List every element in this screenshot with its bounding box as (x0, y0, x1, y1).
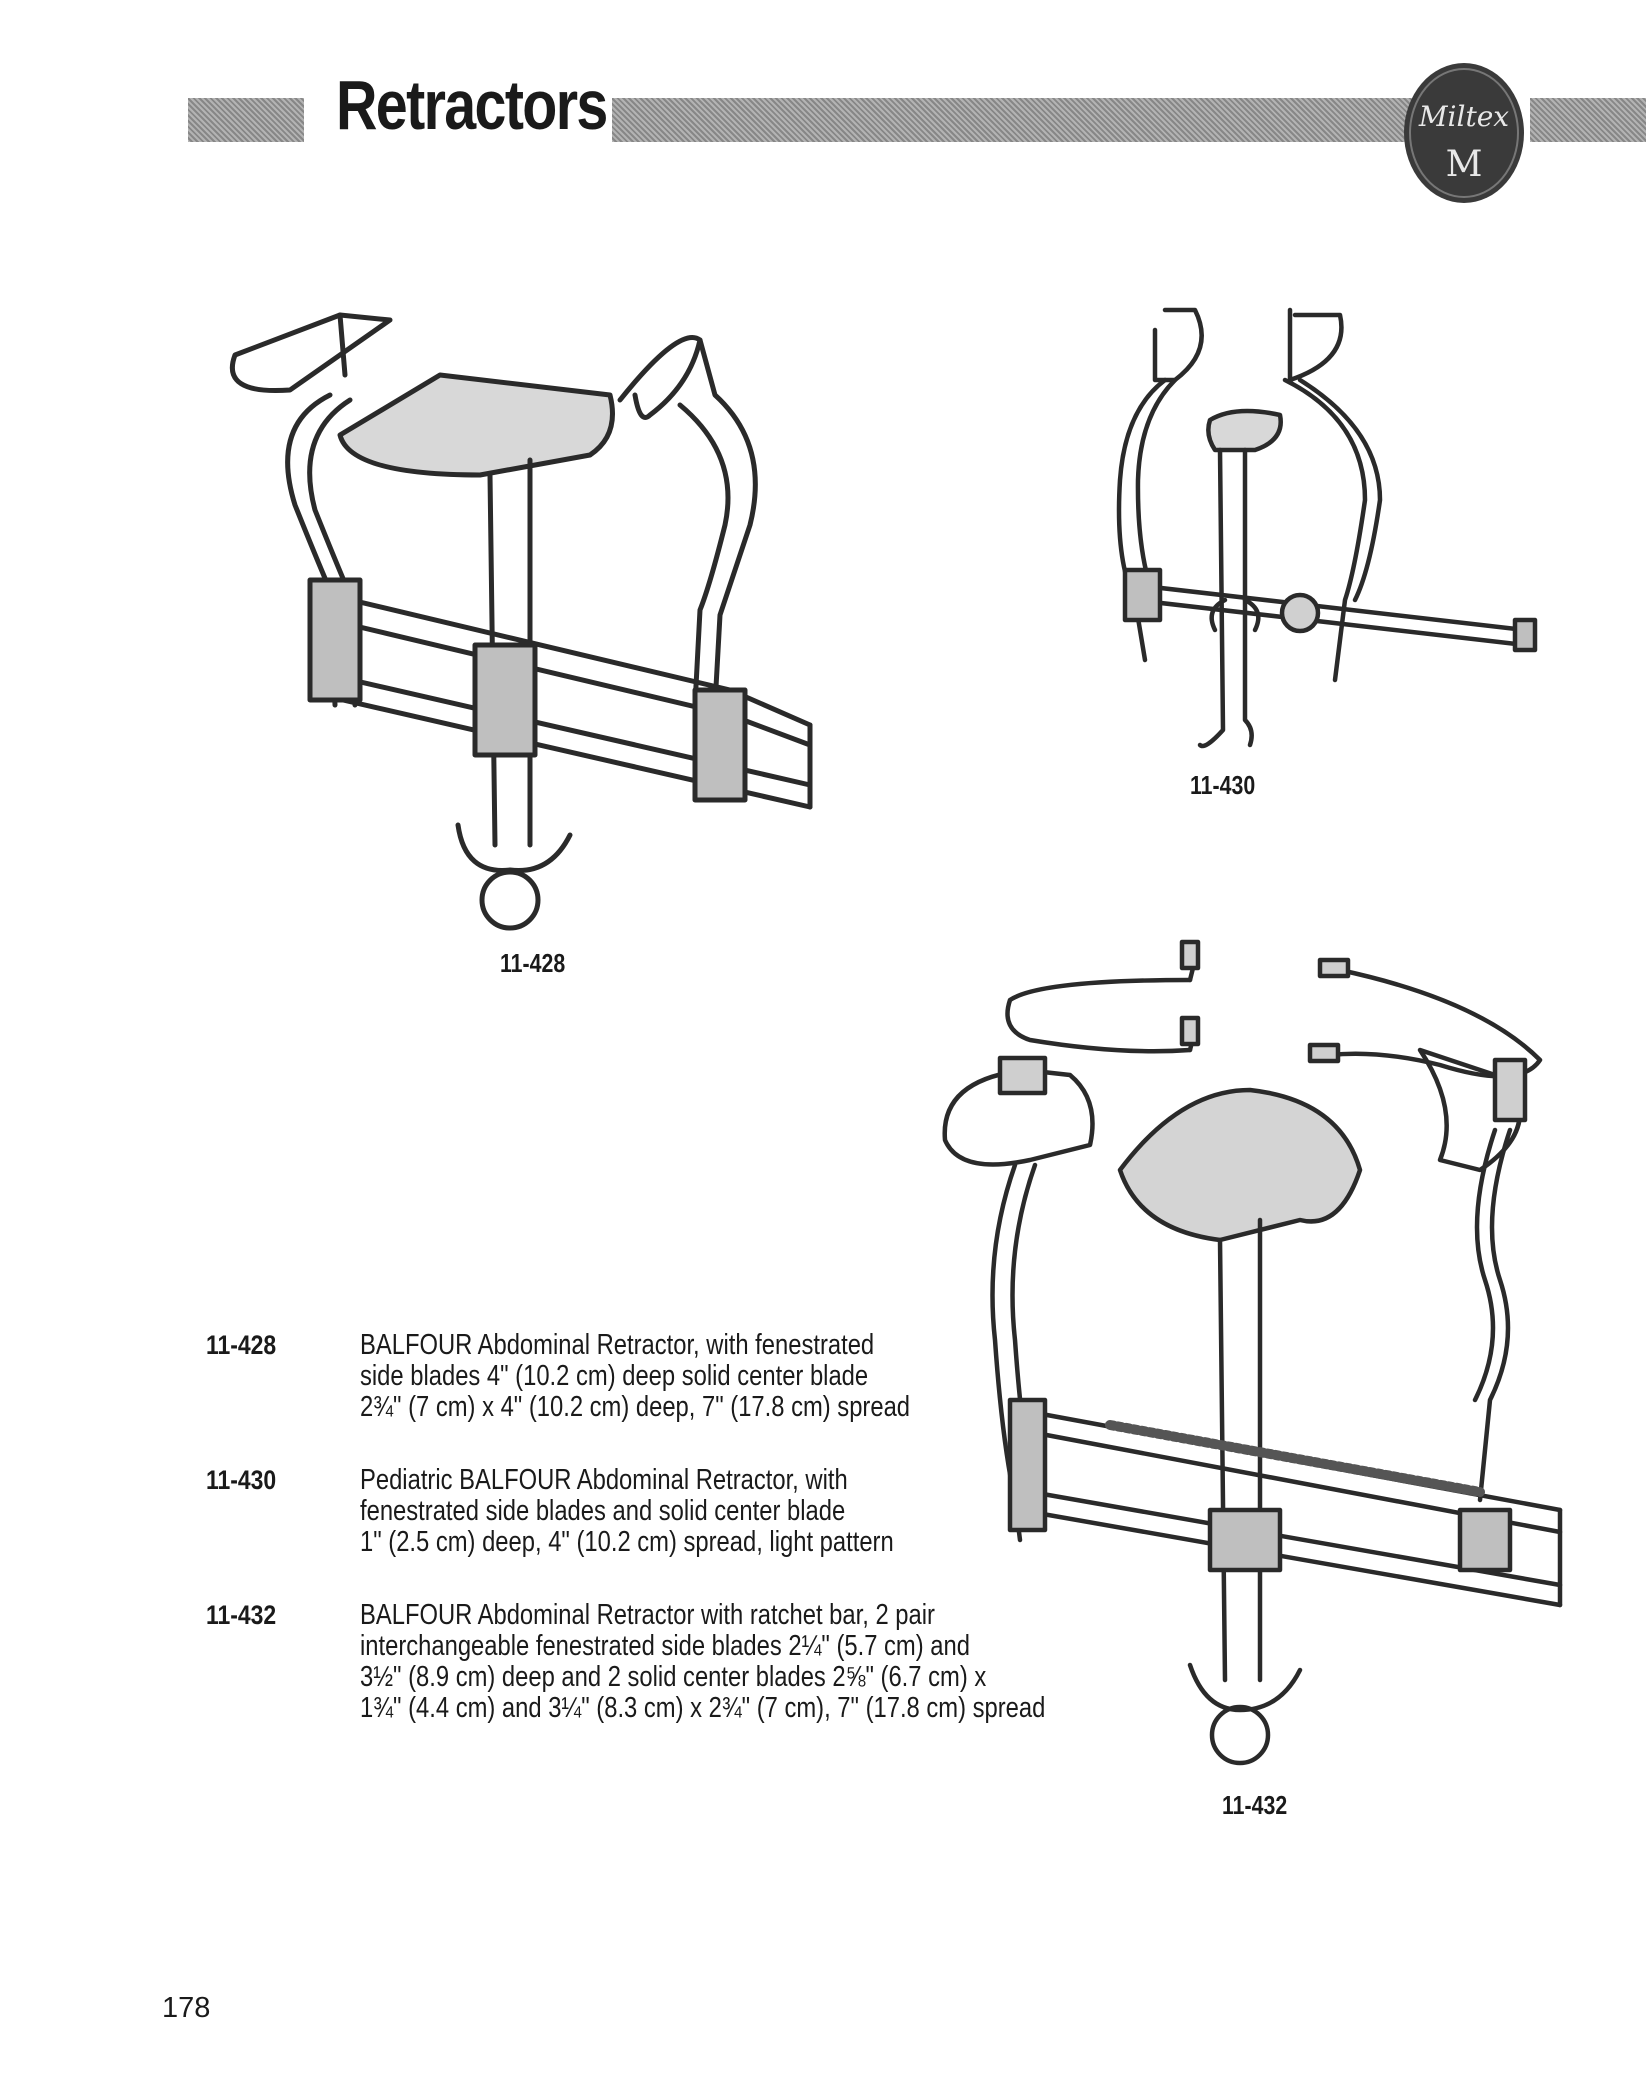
product-description (360, 1330, 1180, 1423)
product-code: 11-428 (206, 1330, 277, 1360)
logo-script-text: Miltex (1418, 100, 1510, 133)
description-line: side blades 4" (10.2 cm) deep solid center blade (360, 1360, 869, 1392)
page-number: 178 (162, 1992, 211, 2024)
description-line: 1" (2.5 cm) deep, 4" (10.2 cm) spread, light pattern (360, 1526, 894, 1558)
description-line: interchangeable fenestrated side blades 2¼" (5.7 cm) and (360, 1630, 970, 1662)
header-bar-middle (612, 98, 1412, 142)
description-line: BALFOUR Abdominal Retractor with ratchet bar, 2 pair (360, 1599, 935, 1631)
description-line: fenestrated side blades and solid center blade (360, 1495, 846, 1527)
description-line: 2¾" (7 cm) x 4" (10.2 cm) deep, 7" (17.8 cm) spread (360, 1391, 911, 1423)
product-entry-11-432 (206, 1600, 1206, 1740)
retractor-11-430-illustration (1105, 300, 1545, 770)
product-code: 11-432 (206, 1600, 277, 1630)
illustration-caption: 11-432 (1222, 1790, 1288, 1820)
product-code: 11-430 (206, 1465, 277, 1495)
product-entry-11-428 (206, 1330, 1206, 1440)
description-line: Pediatric BALFOUR Abdominal Retractor, with (360, 1464, 848, 1496)
logo-letter: M (1445, 144, 1483, 185)
product-entry-11-430 (206, 1465, 1206, 1575)
header-bar-right (1530, 98, 1646, 142)
product-description (360, 1600, 1180, 1724)
description-line: 1¾" (4.4 cm) and 3¼" (8.3 cm) x 2¾" (7 cm), 7" (17.8 cm) spread (360, 1692, 1046, 1724)
page-title: Retractors (336, 66, 607, 144)
retractor-11-428-illustration (210, 285, 860, 945)
product-description (360, 1465, 1180, 1558)
illustration-caption: 11-428 (500, 948, 566, 978)
header-bar-left (188, 98, 304, 142)
description-line: BALFOUR Abdominal Retractor, with fenestrated (360, 1329, 875, 1361)
description-line: 3½" (8.9 cm) deep and 2 solid center blades 2⅝" (6.7 cm) x (360, 1661, 987, 1693)
illustration-caption: 11-430 (1190, 770, 1256, 800)
miltex-logo (1400, 58, 1528, 208)
